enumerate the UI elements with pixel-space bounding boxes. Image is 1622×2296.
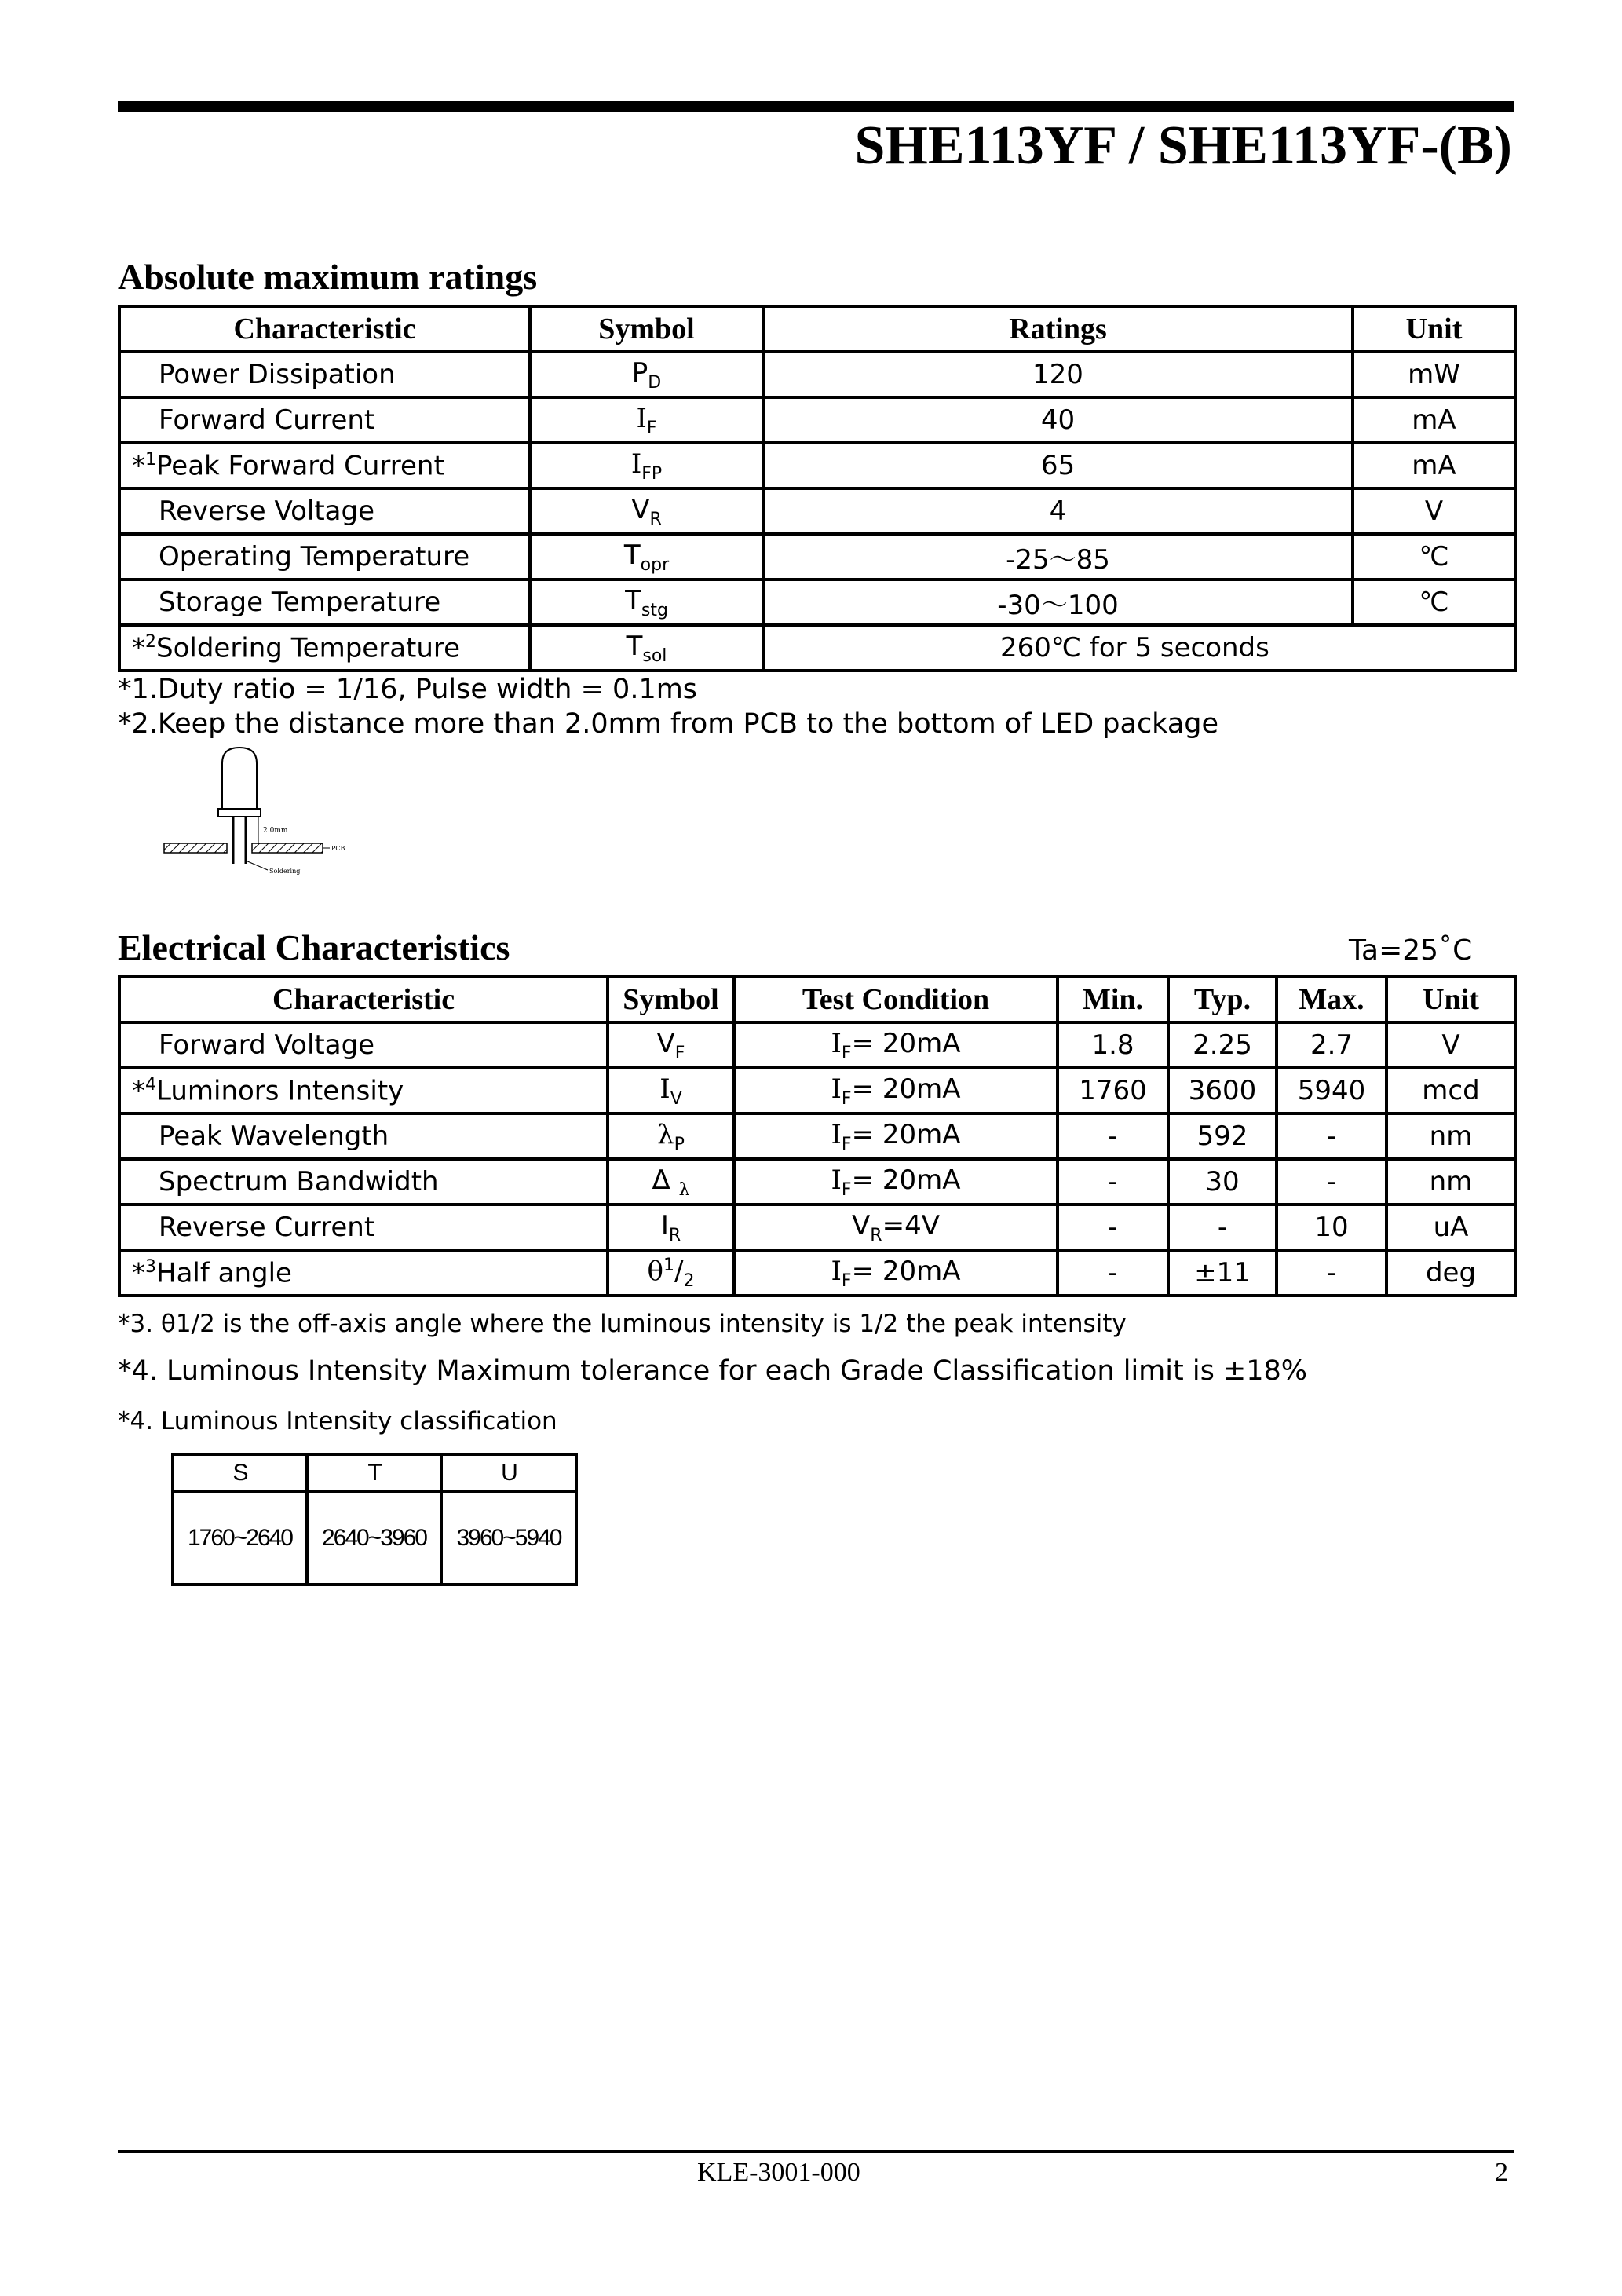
grade-cell: T (307, 1454, 441, 1492)
document-title: SHE113YF / SHE113YF-(B) (854, 115, 1512, 176)
unit-cell: mW (1353, 352, 1515, 397)
symbol-cell: Δ $_\lambda$ (608, 1159, 734, 1205)
table-header-row (119, 977, 1515, 1022)
table-row (119, 1159, 1515, 1205)
column-header: Unit (1386, 977, 1515, 1022)
column-header: Symbol (530, 306, 763, 352)
condition-cell: $I_F= 20mA$ (734, 1113, 1058, 1159)
table-row (119, 1113, 1515, 1159)
min-cell: 1760 (1058, 1068, 1168, 1113)
unit-cell: uA (1386, 1205, 1515, 1250)
symbol-cell: $T_{stg}$ (530, 579, 763, 625)
typ-cell: 2.25 (1168, 1022, 1277, 1068)
characteristic-cell: Spectrum Bandwidth (119, 1159, 608, 1205)
min-cell: - (1058, 1113, 1168, 1159)
symbol-cell: $I_V$ (608, 1068, 734, 1113)
column-header: Characteristic (119, 306, 530, 352)
range-cell: 3960~5940 (441, 1492, 576, 1585)
pcb-label: PCB (331, 845, 345, 852)
characteristic-cell: Reverse Voltage (119, 488, 530, 534)
symbol-cell: $I_R$ (608, 1205, 734, 1250)
abs-max-title: Absolute maximum ratings (118, 257, 538, 297)
typ-cell: 592 (1168, 1113, 1277, 1159)
rating-cell: 120 (763, 352, 1353, 397)
page-number: 2 (1495, 2158, 1508, 2187)
range-row (173, 1492, 576, 1585)
document-code: KLE-3001-000 (697, 2158, 860, 2187)
rating-cell: 260℃ for 5 seconds (763, 625, 1515, 671)
table-row (119, 1205, 1515, 1250)
grade-cell: S (173, 1454, 307, 1492)
typ-cell: ±11 (1168, 1250, 1277, 1296)
table-row (119, 1068, 1515, 1113)
column-header: Characteristic (119, 977, 608, 1022)
pcb-board-shape (252, 843, 323, 853)
unit-cell: V (1386, 1022, 1515, 1068)
table-header-row (119, 306, 1515, 352)
typ-cell: 3600 (1168, 1068, 1277, 1113)
header-rule (118, 101, 1514, 112)
range-cell: 2640~3960 (307, 1492, 441, 1585)
led-body-shape (222, 748, 257, 809)
footnote: *4. Luminous Intensity Maximum tolerance for each Grade Classification limit is ±18% (118, 1355, 1308, 1387)
dimension-label: 2.0mm (263, 827, 288, 835)
symbol-cell: $V_F$ (608, 1022, 734, 1068)
table-row (119, 625, 1515, 671)
range-cell: 1760~2640 (173, 1492, 307, 1585)
max-cell: - (1277, 1159, 1386, 1205)
characteristic-cell: *$^1$Peak Forward Current (119, 443, 530, 488)
column-header: Typ. (1168, 977, 1277, 1022)
symbol-cell: $T_{sol}$ (530, 625, 763, 671)
symbol-cell: $P_D$ (530, 352, 763, 397)
column-header: Max. (1277, 977, 1386, 1022)
characteristic-cell: *$^3$Half angle (119, 1250, 608, 1296)
condition-cell: $I_F= 20mA$ (734, 1022, 1058, 1068)
condition-cell: $I_F= 20mA$ (734, 1068, 1058, 1113)
symbol-cell: $I_F$ (530, 397, 763, 443)
unit-cell: deg (1386, 1250, 1515, 1296)
typ-cell: - (1168, 1205, 1277, 1250)
column-header: Ratings (763, 306, 1353, 352)
footnote: *3. θ1/2 is the off-axis angle where the luminous intensity is 1/2 the peak intensity (118, 1310, 1127, 1338)
table-row (119, 443, 1515, 488)
typ-cell: 30 (1168, 1159, 1277, 1205)
unit-cell: nm (1386, 1113, 1515, 1159)
symbol-cell: $V_R$ (530, 488, 763, 534)
soldering-pointer (246, 861, 268, 870)
table-row (119, 397, 1515, 443)
characteristic-cell: Forward Current (119, 397, 530, 443)
symbol-cell: $T_{opr}$ (530, 534, 763, 579)
max-cell: - (1277, 1250, 1386, 1296)
min-cell: - (1058, 1205, 1168, 1250)
grade-row (173, 1454, 576, 1492)
unit-cell: ℃ (1353, 579, 1515, 625)
rating-cell: -30～100 (763, 579, 1353, 625)
unit-cell: mA (1353, 443, 1515, 488)
unit-cell: mA (1353, 397, 1515, 443)
characteristic-cell: *$^2$Soldering Temperature (119, 625, 530, 671)
led-mounting-diagram (161, 746, 365, 879)
footnote: *2.Keep the distance more than 2.0mm from PCB to the bottom of LED package (118, 708, 1219, 740)
table-row (119, 488, 1515, 534)
unit-cell: V (1353, 488, 1515, 534)
table-row (119, 579, 1515, 625)
max-cell: - (1277, 1113, 1386, 1159)
rating-cell: 65 (763, 443, 1353, 488)
soldering-label: Soldering (269, 868, 301, 875)
condition-cell: $I_F= 20mA$ (734, 1159, 1058, 1205)
min-cell: 1.8 (1058, 1022, 1168, 1068)
max-cell: 2.7 (1277, 1022, 1386, 1068)
table-row (119, 1022, 1515, 1068)
unit-cell: mcd (1386, 1068, 1515, 1113)
rating-cell: 4 (763, 488, 1353, 534)
characteristic-cell: Forward Voltage (119, 1022, 608, 1068)
footnote: *1.Duty ratio = 1/16, Pulse width = 0.1ms (118, 674, 698, 705)
column-header: Unit (1353, 306, 1515, 352)
rating-cell: -25～85 (763, 534, 1353, 579)
footnote: *4. Luminous Intensity classification (118, 1407, 557, 1435)
characteristic-cell: Storage Temperature (119, 579, 530, 625)
led-flange-shape (218, 809, 261, 817)
column-header: Min. (1058, 977, 1168, 1022)
table-row (119, 1250, 1515, 1296)
footer-rule (118, 2150, 1514, 2153)
min-cell: - (1058, 1159, 1168, 1205)
symbol-cell: $\theta^1/_2$ (608, 1250, 734, 1296)
symbol-cell: $I_{FP}$ (530, 443, 763, 488)
column-header: Test Condition (734, 977, 1058, 1022)
pcb-board-shape (164, 843, 227, 853)
column-header: Symbol (608, 977, 734, 1022)
characteristic-cell: Power Dissipation (119, 352, 530, 397)
max-cell: 5940 (1277, 1068, 1386, 1113)
condition-cell: $V_R=4V$ (734, 1205, 1058, 1250)
grade-cell: U (441, 1454, 576, 1492)
electrical-table (118, 975, 1517, 1297)
characteristic-cell: Reverse Current (119, 1205, 608, 1250)
ambient-condition: Ta=25˚C (1349, 934, 1473, 967)
max-cell: 10 (1277, 1205, 1386, 1250)
electrical-title: Electrical Characteristics (118, 927, 510, 967)
symbol-cell: $\lambda_P$ (608, 1113, 734, 1159)
unit-cell: nm (1386, 1159, 1515, 1205)
rating-cell: 40 (763, 397, 1353, 443)
characteristic-cell: Operating Temperature (119, 534, 530, 579)
min-cell: - (1058, 1250, 1168, 1296)
classification-table (171, 1453, 578, 1586)
unit-cell: ℃ (1353, 534, 1515, 579)
abs-max-table (118, 305, 1517, 672)
condition-cell: $I_F= 20mA$ (734, 1250, 1058, 1296)
characteristic-cell: *$^4$Luminors Intensity (119, 1068, 608, 1113)
characteristic-cell: Peak Wavelength (119, 1113, 608, 1159)
table-row (119, 534, 1515, 579)
table-row (119, 352, 1515, 397)
